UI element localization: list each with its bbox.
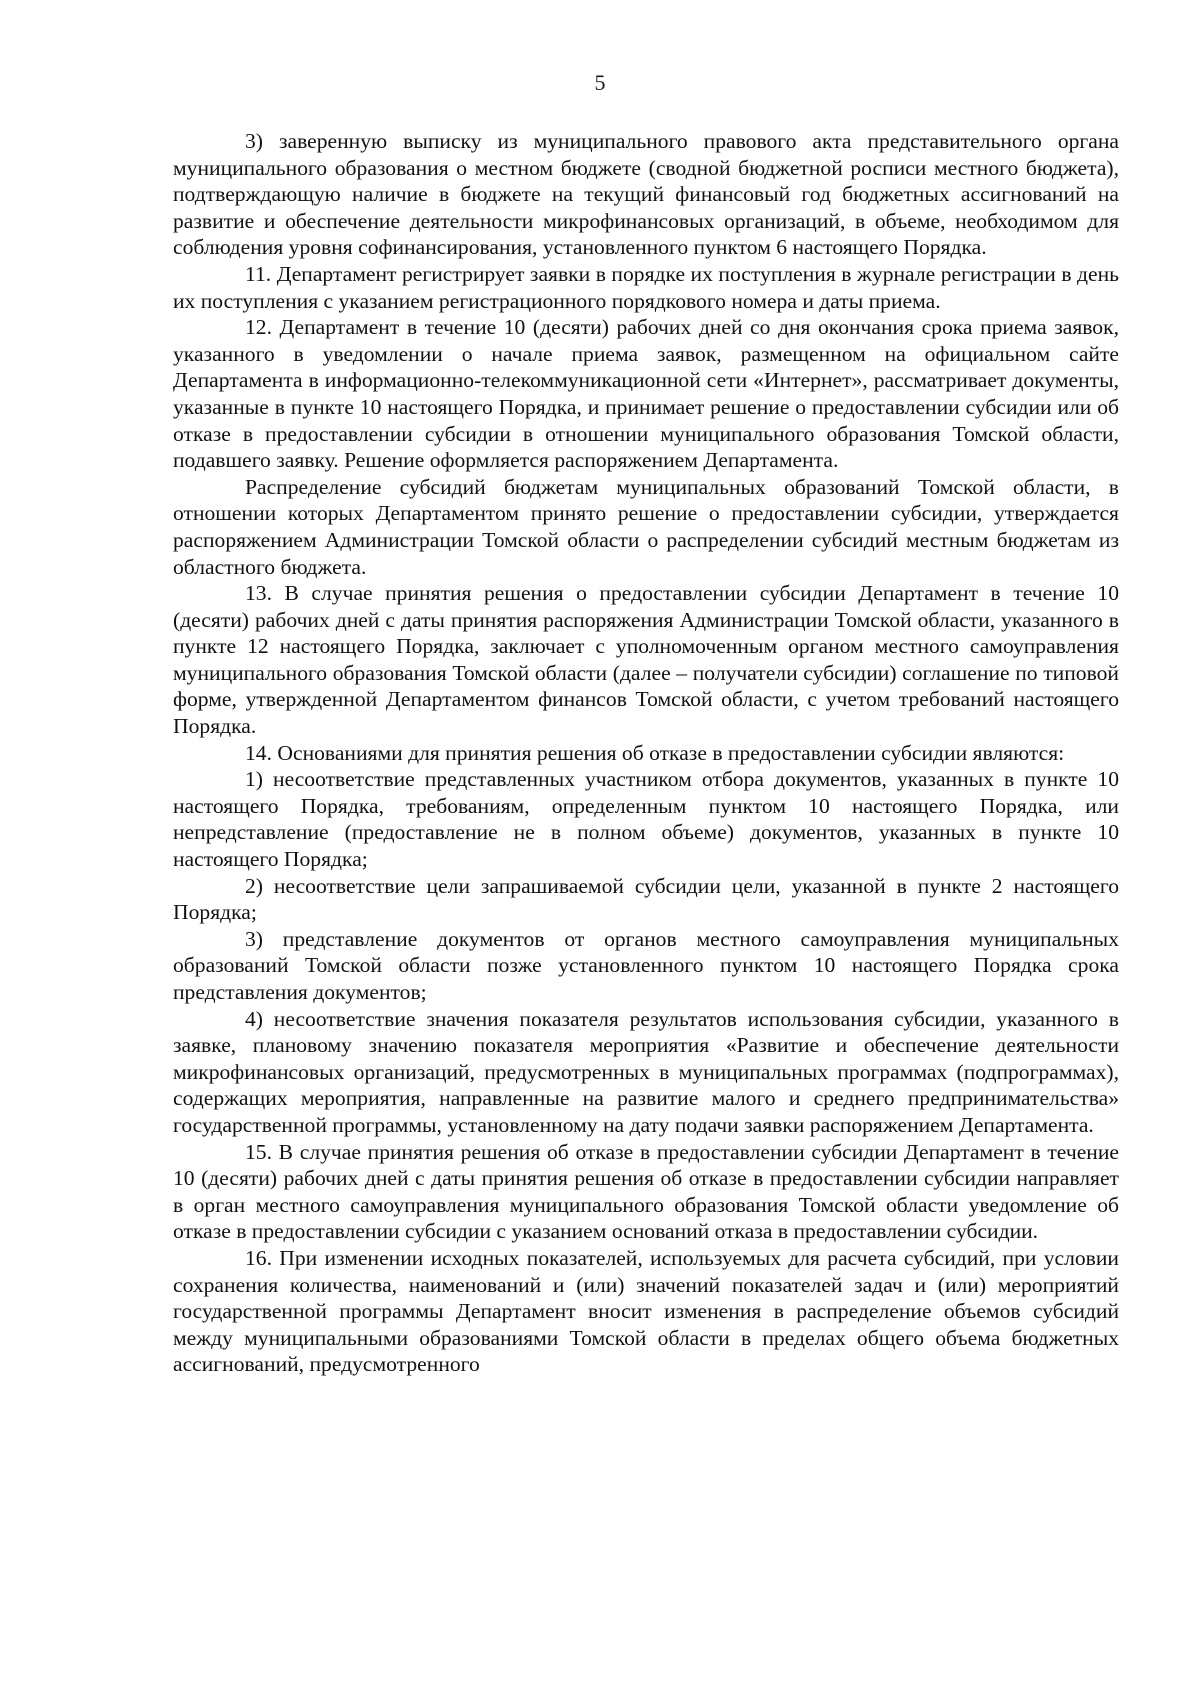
paragraph-item-3-attachment: 3) заверенную выписку из муниципального правового акта представительного органа муниципального образования о местном бюджете (сводной бюджетной росписи местного бюджета), подтверждающую наличие в бюджете на текущий финансовый год бюджетных ассигнований на развитие и обеспечение деятельности микрофинансовых организаций, в объеме, необходимом для соблюдения уровня софинансирования, установленного пунктом 6 настоящего Порядка.: [173, 129, 1119, 260]
page-number: 5: [594, 70, 606, 95]
paragraph-11-registration: 11. Департамент регистрирует заявки в порядке их поступления в журнале регистрации в день их поступления с указанием регистрационного порядкового номера и даты приема.: [173, 261, 1119, 313]
paragraph-13-agreement: 13. В случае принятия решения о предоставлении субсидии Департамент в течение 10 (десяти) рабочих дней с даты принятия распоряжения Администрации Томской области, указанного в пункте 12 настоящего Порядка, заключает с уполномоченным органом местного самоуправления муниципального образования Томской области (далее – получатели субсидии) соглашение по типовой форме, утвержденной Департаментом финансов Томской области, с учетом требований настоящего Порядка.: [173, 581, 1119, 739]
paragraph-16-changes: 16. При изменении исходных показателей, используемых для расчета субсидий, при условии сохранения количества, наименований и (или) значений показателей задач и (или) мероприятий государственной программы Департамент вносит изменения в распределение объемов субсидий между муниципальными образованиями Томской области в пределах общего объема бюджетных ассигнований, предусмотренного: [173, 1245, 1119, 1377]
paragraph-14-refusal-grounds: 14. Основаниями для принятия решения об отказе в предоставлении субсидии являются:: [245, 740, 1065, 765]
paragraph-distribution: Распределение субсидий бюджетам муниципальных образований Томской области, в отношении которых Департаментом принято решение о предоставлении субсидии, утверждается распоряжением Администрации Томской области о распределении субсидий местным бюджетам из областного бюджета.: [173, 474, 1119, 579]
paragraph-15-refusal-notice: 15. В случае принятия решения об отказе в предоставлении субсидии Департамент в течение 10 (десяти) рабочих дней с даты принятия решения об отказе в предоставлении субсидии направляет в орган местного самоуправления муниципального образования Томской области уведомление об отказе в предоставлении субсидии с указанием оснований отказа в предоставлении субсидии.: [173, 1139, 1119, 1244]
paragraph-14-item-1: 1) несоответствие представленных участником отбора документов, указанных в пункте 10 настоящего Порядка, требованиям, определенным пунктом 10 настоящего Порядка, или непредставление (предоставление не в полном объеме) документов, указанных в пункте 10 настоящего Порядка;: [173, 767, 1119, 872]
paragraph-12-review: 12. Департамент в течение 10 (десяти) рабочих дней со дня окончания срока приема заявок, указанного в уведомлении о начале приема заявок, размещенном на официальном сайте Департамента в информационно-телекоммуникационной сети «Интернет», рассматривает документы, указанные в пункте 10 настоящего Порядка, и принимает решение о предоставлении субсидии или об отказе в предоставлении субсидии в отношении муниципального образования Томской области, подавшего заявку. Решение оформляется распоряжением Департамента.: [173, 315, 1119, 473]
paragraph-14-item-3: 3) представление документов от органов местного самоуправления муниципальных образований Томской области позже установленного пунктом 10 настоящего Порядка срока представления документов;: [173, 926, 1119, 1004]
paragraph-14-item-2: 2) несоответствие цели запрашиваемой субсидии цели, указанной в пункте 2 настоящего Порядка;: [173, 873, 1119, 925]
paragraph-14-item-4: 4) несоответствие значения показателя результатов использования субсидии, указанного в заявке, плановому значению показателя мероприятия «Развитие и обеспечение деятельности микрофинансовых организаций, предусмотренных в муниципальных программах (подпрограммах), содержащих мероприятия, направленные на развитие малого и среднего предпринимательства» государственной программы, установленному на дату подачи заявки распоряжением Департамента.: [173, 1006, 1119, 1137]
document-body: [173, 128, 1119, 1378]
